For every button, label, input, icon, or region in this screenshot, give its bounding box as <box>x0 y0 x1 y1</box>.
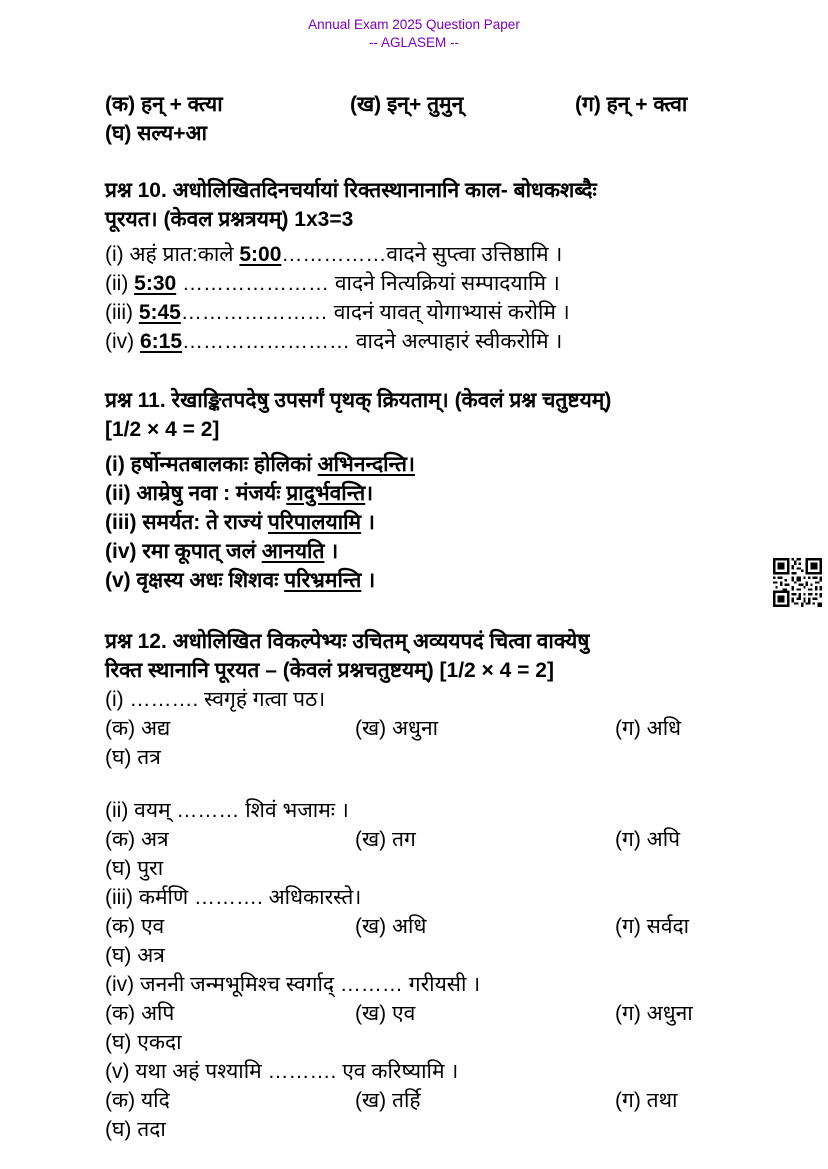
q12-sub-2-option-b: (ख) तग <box>355 828 416 851</box>
q12-sub-3-question: (iii) कर्मणि ………. अधिकारस्ते। <box>105 886 362 909</box>
q12-sub-1 <box>105 685 775 772</box>
q12-sub-2-options-row <box>105 825 775 854</box>
q11-item-5-pre: (v) वृक्षस्य अधः शिशवः <box>105 569 285 592</box>
question-11 <box>105 386 775 595</box>
q11-item-1 <box>105 450 775 479</box>
q10-item-1-time: 5:00 <box>239 243 282 266</box>
q12-sub-3-option-c: (ग) सर्वदा <box>615 915 690 938</box>
q12-sub-4-option-c: (ग) अधुना <box>615 1002 693 1025</box>
q12-sub-2-question: (ii) वयम् ……… शिवं भजामः । <box>105 799 349 822</box>
q11-item-2 <box>105 479 775 508</box>
q11-items <box>105 450 775 595</box>
q11-item-3-pre: (iii) समर्यत: ते राज्यं <box>105 511 268 534</box>
q10-heading-line2: पूरयत। (केवल प्रश्नत्रयम्) 1x3=3 <box>105 208 354 231</box>
q10-item-3-pre: (iii) <box>105 301 139 324</box>
q10-item-3 <box>105 298 775 327</box>
doc-header <box>0 0 828 52</box>
q12-sub-3-option-d: (घ) अत्र <box>105 944 165 967</box>
q12-sub-3 <box>105 883 775 970</box>
q10-item-1-pre: (i) अहं प्रात:काले <box>105 243 240 266</box>
q12-sub-1-option-b: (ख) अधुना <box>355 717 439 740</box>
q10-item-2 <box>105 269 775 298</box>
q10-item-4-time: 6:15 <box>140 330 183 353</box>
site-watermark: -- AGLASEM -- <box>368 35 459 50</box>
q11-heading-line2: [1/2 × 4 = 2] <box>105 418 220 441</box>
q12-sub-5-option-a: (क) यदि <box>105 1089 170 1112</box>
q12-sub-3-option-b: (ख) अधि <box>355 915 427 938</box>
q11-item-4-pre: (iv) रमा कूपात् जलं <box>105 540 262 563</box>
q9-option-b: (ख) इन्+ तुमुन् <box>350 93 464 116</box>
q10-item-4-post: वादने अल्पाहारं स्वीकरोमि । <box>355 330 563 353</box>
q12-sub-3-option-a: (क) एव <box>105 915 165 938</box>
q10-item-2-pre: (ii) <box>105 272 135 295</box>
q10-item-3-post: वादनं यावत् योगाभ्यासं करोमि । <box>333 301 570 324</box>
qr-code-icon <box>773 558 822 607</box>
q11-item-4 <box>105 537 775 566</box>
q12-sub-4-option-b: (ख) एव <box>355 1002 416 1025</box>
q12-sub-4-option-a: (क) अपि <box>105 1002 175 1025</box>
q10-item-3-time: 5:45 <box>138 301 181 324</box>
q10-item-4 <box>105 327 775 356</box>
q12-sub-5-question: (v) यथा अहं पश्यामि ………. एव करिष्यामि । <box>105 1060 459 1083</box>
q11-item-5 <box>105 566 775 595</box>
q12-sub-4 <box>105 970 775 1057</box>
q12-sub-5-option-b: (ख) तर्हि <box>355 1089 421 1112</box>
q11-item-4-underlined: आनयति <box>261 540 325 563</box>
q11-item-3-post: । <box>361 511 375 534</box>
question-10 <box>105 176 775 356</box>
q12-sub-2-option-d: (घ) पुरा <box>105 857 164 880</box>
q10-item-2-dots: ………………… <box>176 272 335 295</box>
q11-item-3 <box>105 508 775 537</box>
q12-sub-5-option-c: (ग) तथा <box>615 1089 678 1112</box>
q11-item-1-pre: (i) हर्षोन्मतबालकाः होलिकां <box>105 453 318 476</box>
q12-sub-2 <box>105 796 775 883</box>
q12-sub-5-option-d: (घ) तदा <box>105 1118 166 1141</box>
paper-body <box>105 90 775 1144</box>
q10-item-1-dots: …………… <box>281 243 387 266</box>
q11-item-3-underlined: परिपालयामि <box>267 511 362 534</box>
q9-option-c: (ग) हन् + क्त्वा <box>575 93 688 116</box>
q12-sub-1-option-d: (घ) तत्र <box>105 746 161 769</box>
q12-sub-5-options-row <box>105 1086 775 1115</box>
q10-item-3-dots: ………………… <box>180 301 334 324</box>
q9-options-row <box>105 90 775 119</box>
q12-sub-4-option-d: (घ) एकदा <box>105 1031 182 1054</box>
q12-heading-line2: रिक्त स्थानानि पूरयत – (केवलं प्रश्नचतुष्टयम्) [1/2 × 4 = 2] <box>105 659 554 682</box>
question-12 <box>105 627 775 1144</box>
q11-item-5-underlined: परिभ्रमन्ति <box>284 569 362 592</box>
q9-option-d: (घ) सल्य+आ <box>105 122 207 145</box>
q12-sub-2-option-c: (ग) अपि <box>615 828 681 851</box>
q10-item-4-pre: (iv) <box>105 330 140 353</box>
q10-item-2-post: वादने नित्यक्रियां सम्पादयामि । <box>334 272 560 295</box>
q11-item-5-post: । <box>361 569 376 592</box>
q10-item-1-post: वादने सुप्त्वा उत्तिष्ठामि । <box>386 243 563 266</box>
q12-sub-3-options-row <box>105 912 775 941</box>
q10-item-2-time: 5:30 <box>134 272 177 295</box>
q12-sub-4-question: (iv) जननी जन्मभूमिश्च स्वर्गाद् ……… गरीयसी । <box>105 973 481 996</box>
q12-sub-1-options-row <box>105 714 775 743</box>
q12-sub-4-options-row <box>105 999 775 1028</box>
q12-sub-2-option-a: (क) अत्र <box>105 828 169 851</box>
q10-item-1 <box>105 240 775 269</box>
q12-sub-1-option-c: (ग) अधि <box>615 717 682 740</box>
q10-heading-line1: प्रश्न 10. अधोलिखितदिनचर्यायां रिक्तस्थानानानि काल- बोधकशब्दैः <box>105 179 597 202</box>
q11-item-2-pre: (ii) आम्रेषु नवा : मंजर्यः <box>105 482 287 505</box>
q9-option-a: (क) हन् + क्त्या <box>105 93 223 116</box>
q10-item-4-dots: …………………… <box>182 330 356 353</box>
q12-sub-5 <box>105 1057 775 1144</box>
q11-item-4-post: । <box>324 540 339 563</box>
q11-item-2-post: । <box>365 482 374 505</box>
q12-heading-line1: प्रश्न 12. अधोलिखित विकल्पेभ्यः उचितम् अव्ययपदं चित्वा वाक्येषु <box>105 630 590 653</box>
q11-heading-line1: प्रश्न 11. रेखाङ्कितपदेषु उपसर्गं पृथक् क्रियताम्। (केवलं प्रश्न चतुष्टयम्) <box>105 389 612 412</box>
q12-sub-1-question: (i) ………. स्वगृहं गत्वा पठ। <box>105 688 326 711</box>
q12-sub-1-option-a: (क) अद्य <box>105 717 171 740</box>
q11-item-2-underlined: प्रादुर्भवन्ति <box>286 482 366 505</box>
paper-title: Annual Exam 2025 Question Paper <box>308 17 520 32</box>
q10-items <box>105 240 775 356</box>
q11-item-1-underlined: अभिनन्दन्ति। <box>317 453 415 476</box>
